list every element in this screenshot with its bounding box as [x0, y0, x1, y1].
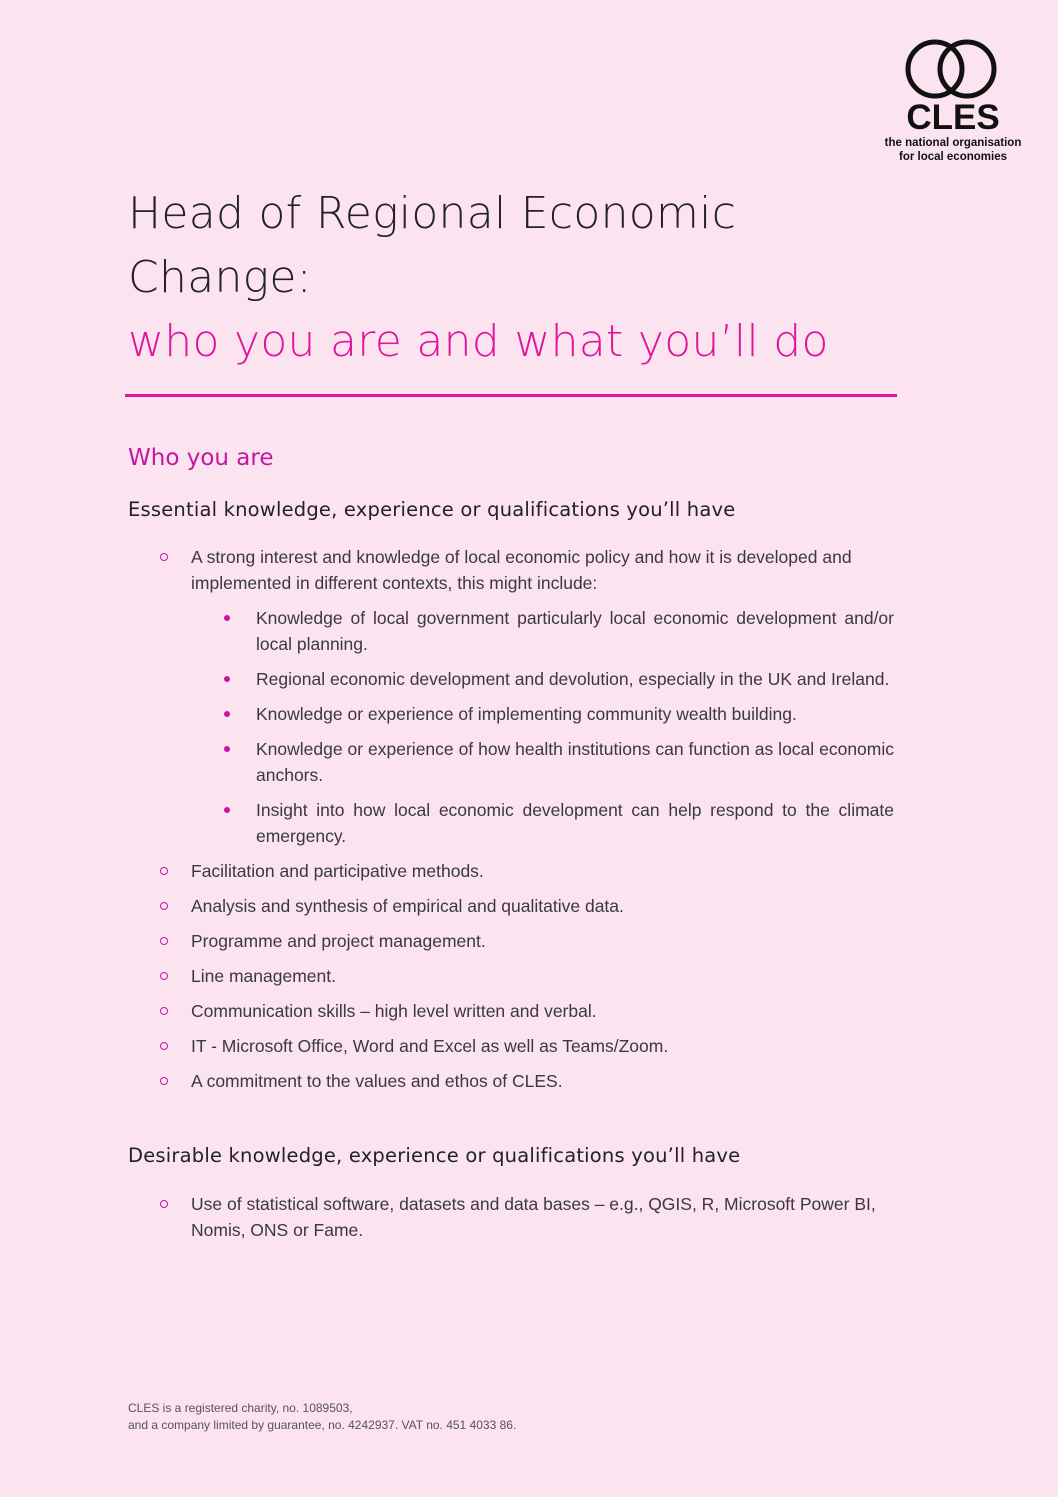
essential-item-text: Programme and project management. [191, 931, 486, 951]
circle-bullet-icon [160, 1077, 168, 1085]
circle-bullet-icon [160, 1042, 168, 1050]
essential-list [128, 544, 894, 1103]
dot-bullet-icon [224, 615, 230, 621]
essential-sublist [191, 605, 894, 849]
list-item [128, 998, 894, 1024]
sublist-item [191, 797, 894, 849]
sublist-item [191, 605, 894, 657]
page-title [128, 182, 928, 374]
section-heading-who-you-are: Who you are [128, 445, 274, 471]
circle-bullet-icon [160, 867, 168, 875]
list-item [128, 1191, 894, 1243]
logo-tagline-line2: for local economies [898, 151, 1007, 163]
sublist-item-text: Regional economic development and devolution, especially in the UK and Ireland. [256, 669, 890, 689]
circle-bullet-icon [160, 902, 168, 910]
dot-bullet-icon [224, 676, 230, 682]
list-item [128, 928, 894, 954]
desirable-heading: Desirable knowledge, experience or qualifications you’ll have [128, 1144, 741, 1167]
page-subtitle: who you are and what you’ll do [128, 316, 829, 367]
footer-line1: CLES is a registered charity, no. 1089503, [128, 1401, 353, 1415]
list-item [128, 544, 894, 849]
sublist-item-text: Knowledge or experience of how health institutions can function as local economic anchors. [256, 739, 894, 785]
footer [128, 1400, 516, 1434]
cles-logo [872, 38, 1034, 164]
circle-bullet-icon [160, 1200, 168, 1208]
title-divider [125, 394, 897, 397]
circle-bullet-icon [160, 972, 168, 980]
essential-item-text: Facilitation and participative methods. [191, 861, 484, 881]
essential-item-text: IT - Microsoft Office, Word and Excel as well as Teams/Zoom. [191, 1036, 669, 1056]
dot-bullet-icon [224, 711, 230, 717]
title-line2: Change: [128, 252, 312, 303]
dot-bullet-icon [224, 807, 230, 813]
essential-item-text: Analysis and synthesis of empirical and qualitative data. [191, 896, 624, 916]
logo-wordmark: CLES [906, 98, 1000, 137]
interlocking-rings-icon [905, 38, 1001, 102]
desirable-item-text: Use of statistical software, datasets and data bases – e.g., QGIS, R, Microsoft Power BI, Nomis, ONS or Fame. [191, 1194, 876, 1240]
list-item [128, 858, 894, 884]
sublist-item-text: Knowledge or experience of implementing community wealth building. [256, 704, 797, 724]
sublist-item [191, 666, 894, 692]
circle-bullet-icon [160, 553, 168, 561]
dot-bullet-icon [224, 746, 230, 752]
circle-bullet-icon [160, 937, 168, 945]
sublist-item-text: Knowledge of local government particularly local economic development and/or local planning. [256, 608, 894, 654]
sublist-item [191, 701, 894, 727]
circle-bullet-icon [160, 1007, 168, 1015]
essential-item-text: A strong interest and knowledge of local economic policy and how it is developed and implemented in different contexts, this might include: [191, 547, 852, 593]
footer-line2: and a company limited by guarantee, no. 4242937. VAT no. 451 4033 86. [128, 1418, 517, 1432]
sublist-item [191, 736, 894, 788]
list-item [128, 893, 894, 919]
logo-tagline-line1: the national organisation [884, 137, 1022, 149]
essential-item-text: Communication skills – high level written and verbal. [191, 1001, 597, 1021]
list-item [128, 1068, 894, 1094]
essential-item-text: A commitment to the values and ethos of CLES. [191, 1071, 563, 1091]
sublist-item-text: Insight into how local economic development can help respond to the climate emergency. [256, 800, 894, 846]
title-line1: Head of Regional Economic [128, 188, 737, 239]
essential-item-text: Line management. [191, 966, 336, 986]
desirable-list [128, 1191, 894, 1252]
essential-heading: Essential knowledge, experience or qualifications you’ll have [128, 498, 736, 521]
list-item [128, 1033, 894, 1059]
list-item [128, 963, 894, 989]
